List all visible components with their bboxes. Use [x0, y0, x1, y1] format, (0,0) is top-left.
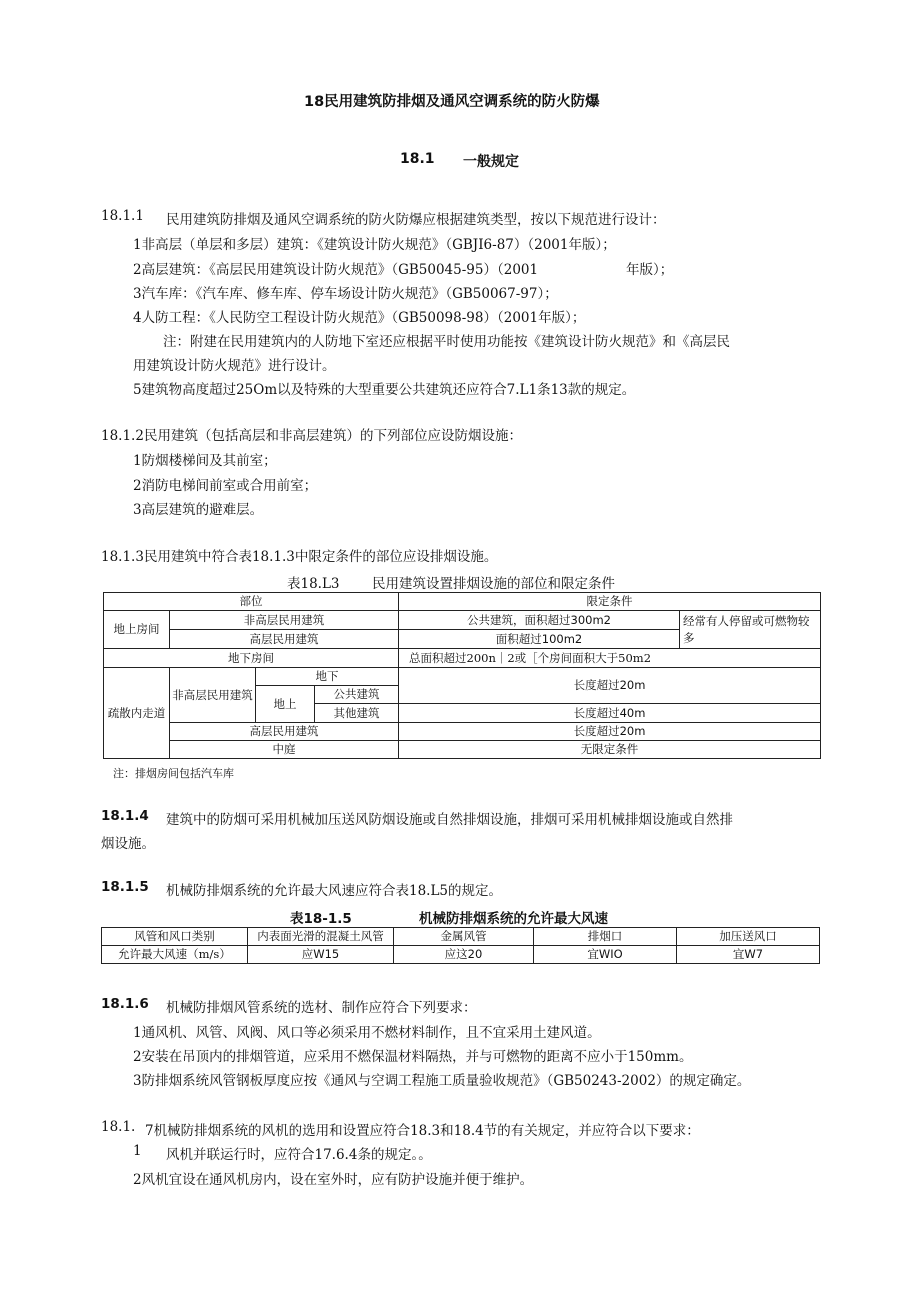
table-row	[104, 741, 821, 759]
table-cell: 公共建筑，面积超过300m2	[399, 611, 680, 630]
table-cell: 长度超过20m	[399, 723, 821, 741]
table-header-cell: 内表面光滑的混凝土风管	[248, 928, 394, 946]
table-header-cell: 限定条件	[399, 593, 821, 611]
clause-18-1-4-text: 建筑中的防烟可采用机械加压送风防烟设施或自然排烟设施，排烟可采用机械排烟设施或自然排	[166, 812, 733, 828]
table-header-cell: 排烟口	[534, 928, 677, 946]
table2-caption-title: 机械防排烟系统的允许最大风速	[419, 911, 608, 927]
table-cell: 应这20	[394, 946, 534, 964]
list-item: 1非高层（单层和多层）建筑：《建筑设计防火规范》（GBJI6-87）（2001年版）；	[133, 237, 616, 253]
table-cell: 非高层民用建筑	[170, 611, 399, 630]
clause-18-1-3-text: 18.1.3民用建筑中符合表18.1.3中限定条件的部位应设排烟设施。	[101, 549, 498, 565]
list-item: 风机并联运行时，应符合17.6.4条的规定。。	[166, 1147, 432, 1163]
table-cell: 宜W7	[677, 946, 820, 964]
clause-18-1-4-text: 烟设施。	[101, 836, 155, 852]
table-header-cell: 部位	[104, 593, 399, 611]
list-item: 3高层建筑的避难层。	[133, 502, 264, 518]
table-cell: 公共建筑	[315, 686, 399, 704]
table-row	[104, 723, 821, 741]
clause-18-1-5-number: 18.1.5	[101, 879, 149, 895]
clause-18-1-4-number: 18.1.4	[101, 808, 149, 824]
list-item-tail: 年版）；	[626, 262, 674, 278]
table-cell: 允许最大风速（m/s）	[102, 946, 248, 964]
table-header-cell: 金属风管	[394, 928, 534, 946]
clause-18-1-5-text: 机械防排烟系统的允许最大风速应符合表18.L5的规定。	[166, 883, 503, 899]
table-header-cell: 风管和风口类别	[102, 928, 248, 946]
clause-18-1-6-number: 18.1.6	[101, 996, 149, 1012]
list-item: 2安装在吊顶内的排烟管道，应采用不燃保温材料隔热，并与可燃物的距离不应小于150mm。	[133, 1049, 693, 1065]
clause-18-1-1-text: 民用建筑防排烟及通风空调系统的防火防爆应根据建筑类型，按以下规范进行设计：	[166, 212, 666, 228]
table-row	[102, 928, 820, 946]
table-cell: 高层民用建筑	[170, 630, 399, 649]
table-cell: 地上	[256, 686, 315, 723]
table-cell: 面积超过100m2	[399, 630, 680, 649]
list-item: 2高层建筑：《高层民用建筑设计防火规范》（GB50045-95）（2001	[133, 262, 539, 278]
table-cell: 其他建筑	[315, 704, 399, 723]
table-cell: 宜WIO	[534, 946, 677, 964]
list-item: 2风机宜设在通风机房内，设在室外时，应有防护设施并便于维护。	[133, 1172, 534, 1188]
table-cell: 中庭	[170, 741, 399, 759]
list-item: 4人防工程：《人民防空工程设计防火规范》（GB50098-98）（2001年版）；	[133, 310, 586, 326]
table1-caption-number: 表18.L3	[287, 576, 340, 592]
table-cell: 长度超过40m	[399, 704, 821, 723]
table1-note: 注：排烟房间包括汽车库	[113, 767, 234, 780]
clause-18-1-7-number: 18.1.	[101, 1119, 136, 1135]
list-item: 5建筑物高度超过25Om以及特殊的大型重要公共建筑还应符合7.L1条13款的规定。	[133, 382, 636, 398]
table1-caption-title: 民用建筑设置排烟设施的部位和限定条件	[372, 576, 615, 592]
note-line: 注：附建在民用建筑内的人防地下室还应根据平时使用功能按《建筑设计防火规范》和《高层民	[163, 334, 730, 350]
max-air-velocity-table	[101, 927, 820, 964]
table-cell: 地上房间	[104, 611, 170, 649]
table-row	[102, 946, 820, 964]
table-row	[104, 593, 821, 611]
table-cell: 总面积超过200n｜2或［个房间面积大于50m2	[399, 649, 821, 668]
table-row	[104, 668, 821, 686]
table-cell: 非高层民用建筑	[170, 668, 256, 723]
table2-caption-number: 表18-1.5	[290, 911, 352, 927]
clause-18-1-7-text: 7机械防排烟系统的风机的选用和设置应符合18.3和18.4节的有关规定，并应符合以下要求：	[145, 1123, 700, 1139]
table-cell: 疏散内走道	[104, 668, 170, 759]
table-cell: 应W15	[248, 946, 394, 964]
clause-18-1-6-text: 机械防排烟风管系统的选材、制作应符合下列要求：	[166, 1000, 477, 1016]
table-cell: 地下	[256, 668, 399, 686]
page-title: 18民用建筑防排烟及通风空调系统的防火防爆	[304, 94, 600, 110]
table-row	[104, 611, 821, 630]
list-item: 1通风机、风管、风阀、风口等必须采用不燃材料制作，且不宜采用土建风道。	[133, 1025, 601, 1041]
list-item: 1防烟楼梯间及其前室；	[133, 453, 277, 469]
note-line: 用建筑设计防火规范》进行设计。	[133, 358, 336, 374]
table-cell: 高层民用建筑	[170, 723, 399, 741]
smoke-exhaust-table	[103, 592, 821, 759]
table-cell: 长度超过20m	[399, 668, 821, 704]
list-item-number: 1	[133, 1143, 142, 1159]
clause-18-1-2-text: 18.1.2民用建筑（包括高层和非高层建筑）的下列部位应设防烟设施：	[101, 428, 522, 444]
section-title: 一般规定	[463, 154, 519, 170]
section-number: 18.1	[400, 151, 435, 167]
table-header-cell: 加压送风口	[677, 928, 820, 946]
table-cell: 无限定条件	[399, 741, 821, 759]
clause-18-1-1-number: 18.1.1	[101, 208, 144, 224]
list-item: 2消防电梯间前室或合用前室；	[133, 478, 318, 494]
list-item: 3汽车库：《汽车库、修车库、停车场设计防火规范》（GB50067-97）；	[133, 286, 558, 302]
table-row	[104, 649, 821, 668]
table-cell: 地下房间	[104, 649, 399, 668]
list-item: 3防排烟系统风管钢板厚度应按《通风与空调工程施工质量验收规范》（GB50243-2002）的规定确定。	[133, 1073, 751, 1089]
table-cell: 经常有人停留或可燃物较多	[680, 611, 821, 649]
